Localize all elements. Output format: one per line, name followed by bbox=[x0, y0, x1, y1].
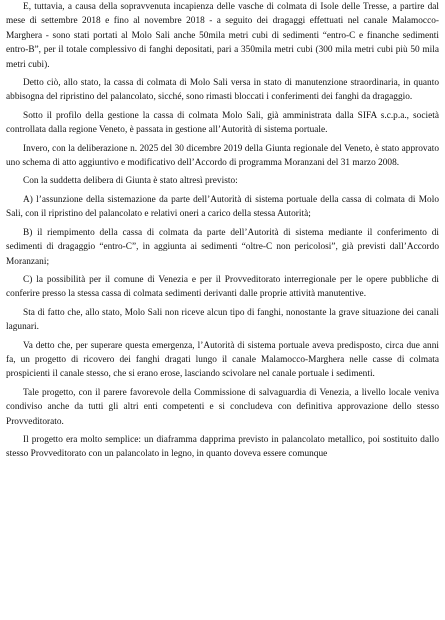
paragraph: Detto ciò, allo stato, la cassa di colmata di Molo Sali versa in stato di manutenzione straordinaria, in quanto abbisogna del ripristino del palancolato, sicché, sono rimasti bloccati i conferimenti dei fanghi da dragaggio. bbox=[6, 78, 439, 103]
paragraph: Il progetto era molto semplice: un diaframma dapprima previsto in palancolato metallico, poi sostituito dallo stesso Provveditorato con un palancolato in legno, in quanto doveva essere comunque bbox=[6, 434, 439, 460]
paragraph: Sotto il profilo della gestione la cassa di colmata Molo Sali, già amministrata dalla SIFA s.c.p.a., società controllata dalla regione Veneto, è passata in gestione all’Autorità di sistema portuale. bbox=[6, 110, 439, 136]
paragraph: Con la suddetta delibera di Giunta è stato altresì previsto: bbox=[23, 176, 238, 187]
paragraph: Invero, con la deliberazione n. 2025 del 30 dicembre 2019 della Giunta regionale del Veneto, è stato approvato uno schema di atto aggiuntivo e modificativo dell’Accordo di programma Moranzani del 31 marzo 2008. bbox=[6, 143, 439, 169]
paragraph: B) il riempimento della cassa di colmata da parte dell’Autorità di sistema mediante il conferimento di sedimenti di dragaggio “entro-C”, in aggiunta ai sedimenti “oltre-C non pericolosi”, già previsti dall’Accordo Moranzani; bbox=[6, 227, 439, 267]
paragraph: A) l’assunzione della sistemazione da parte dell’Autorità di sistema portuale della cassa di colmata di Molo Sali, con il ripristino del palancolato e relativi oneri a carico della stessa Autorità; bbox=[6, 194, 439, 220]
paragraph: Va detto che, per superare questa emergenza, l’Autorità di sistema portuale aveva predisposto, circa due anni fa, un progetto di ricovero dei fanghi dragati lungo il canale Malamocco-Marghera nelle casse di colmata prospicienti il canale stesso, che si erano erose, lasciando scivolare nel canale portuale i sedimenti. bbox=[6, 340, 439, 380]
paragraph: C) la possibilità per il comune di Venezia e per il Provveditorato interregionale per le opere pubbliche di conferire presso la stessa cassa di colmata sedimenti derivanti dalle proprie attività manutentive. bbox=[6, 274, 439, 300]
paragraph: Tale progetto, con il parere favorevole della Commissione di salvaguardia di Venezia, a livello locale veniva condiviso anche da tutti gli altri enti competenti e si concludeva con definitiva approvazione dello stesso Provveditorato. bbox=[6, 387, 439, 427]
paragraph: E, tuttavia, a causa della sopravvenuta incapienza delle vasche di colmata di Isole delle Tresse, a partire dal mese di settembre 2018 e fino al novembre 2018 - a seguito dei dragaggi effettuati nel canale Malamocco-Marghera - sono stati portati al Molo Sali anche 50mila metri cubi di sedimenti “entro-C e finanche sedimenti entro-B”, per il totale complessivo di fanghi depositati, pari a 350mila metri cubi (300 mila metri cubi più 50 mila metri cubi). bbox=[6, 2, 439, 70]
paragraph: Sta di fatto che, allo stato, Molo Sali non riceve alcun tipo di fanghi, nonostante la grave situazione dei canali lagunari. bbox=[6, 307, 439, 333]
